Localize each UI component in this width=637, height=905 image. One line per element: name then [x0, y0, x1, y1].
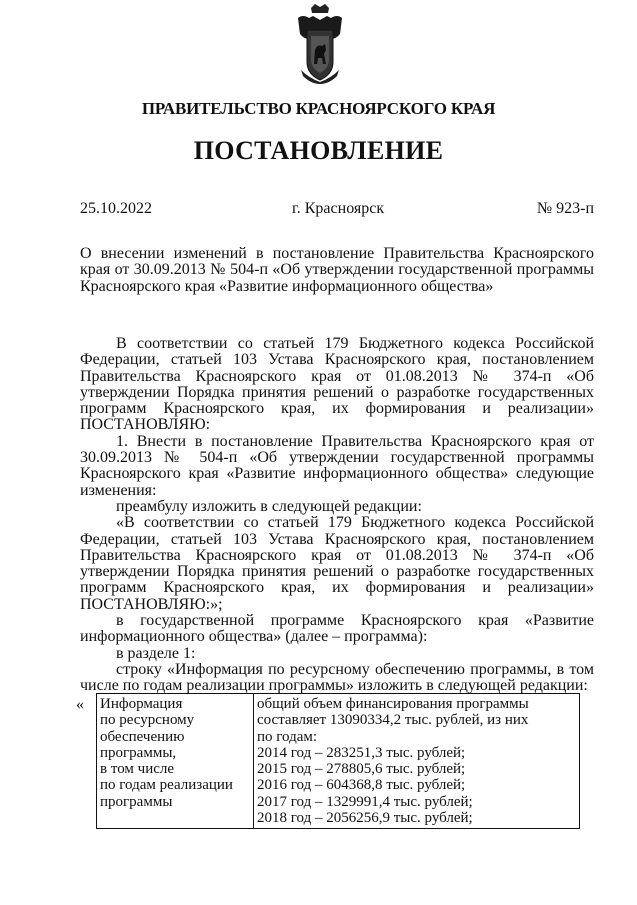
value-line: составляет 13090334,2 тыс. рублей, из них — [257, 712, 529, 729]
document-date: 25.10.2022 — [80, 200, 152, 217]
paragraph: в разделе 1: — [116, 644, 196, 662]
label-line: программы, — [100, 744, 177, 761]
document-type-title: ПОСТАНОВЛЕНИЕ — [193, 136, 444, 165]
value-line: общий объем финансирования программы — [257, 696, 529, 712]
label-line: по годам реализации — [100, 777, 233, 794]
paragraph: В соответствии со статьей 179 Бюджетного кодекса Российской Федерации, статьей 103 Устава Красноярского края, постановлением Правительства Красноярского края от 01.08.2013 № 374-п «Об утверждении Порядка принятия решений о разработке государственных программ Красноярского края, их формирования и реализации» ПОСТАНОВЛЯЮ: — [80, 335, 594, 434]
label-line: в том числе — [100, 761, 175, 778]
value-line: 2018 год – 2056256,9 тыс. рублей; — [257, 810, 473, 827]
label-line: Информация — [100, 696, 183, 712]
paragraph: строку «Информация по ресурсному обеспечению программы, в том числе по годам реализации программы» изложить в следующей редакции: — [80, 660, 594, 695]
table-cell-value — [254, 694, 580, 829]
value-line: 2017 год – 1329991,4 тыс. рублей; — [257, 793, 473, 810]
table-open-quote: « — [76, 696, 84, 713]
organization-title: ПРАВИТЕЛЬСТВО КРАСНОЯРСКОГО КРАЯ — [141, 99, 496, 118]
document-city: г. Красноярск — [292, 200, 385, 217]
label-line: по ресурсному — [100, 712, 195, 729]
table-row — [97, 694, 580, 829]
program-funding-table — [96, 693, 580, 829]
label-line: обеспечению — [100, 728, 185, 745]
paragraph: 1. Внести в постановление Правительства Красноярского края от 30.09.2013 № 504-п «Об утверждении государственной программы Красноярского края «Развитие информационного общества» следующие изменения: — [80, 432, 594, 499]
value-line: 2016 год – 604368,8 тыс. рублей; — [257, 777, 466, 794]
value-line: 2015 год – 278805,6 тыс. рублей; — [257, 761, 466, 778]
document-body — [80, 336, 594, 695]
document-number: № 923-п — [536, 200, 594, 217]
paragraph: «В соответствии со статьей 179 Бюджетного кодекса Российской Федерации, статьей 103 Устава Красноярского края, постановлением Правительства Красноярского края от 01.08.2013 № 374-п «Об утверждении Порядка принятия решений о разработке государственных программ Красноярского края, их формирования и реализации» ПОСТАНОВЛЯЮ:»; — [80, 514, 594, 613]
paragraph: в государственной программе Красноярского края «Развитие информационного общества» (далее – программа): — [80, 612, 594, 646]
paragraph: преамбулу изложить в следующей редакции: — [116, 497, 422, 515]
label-line: программы — [100, 793, 173, 810]
table-cell-label — [97, 694, 254, 829]
value-line: по годам: — [257, 728, 318, 745]
document-subject: О внесении изменений в постановление Правительства Красноярского края от 30.09.2013 № 504-п «Об утверждении государственной программы Красноярского края «Развитие информационного общества» — [80, 245, 594, 295]
value-line: 2014 год – 283251,3 тыс. рублей; — [257, 744, 466, 761]
coat-of-arms-icon — [295, 4, 345, 84]
